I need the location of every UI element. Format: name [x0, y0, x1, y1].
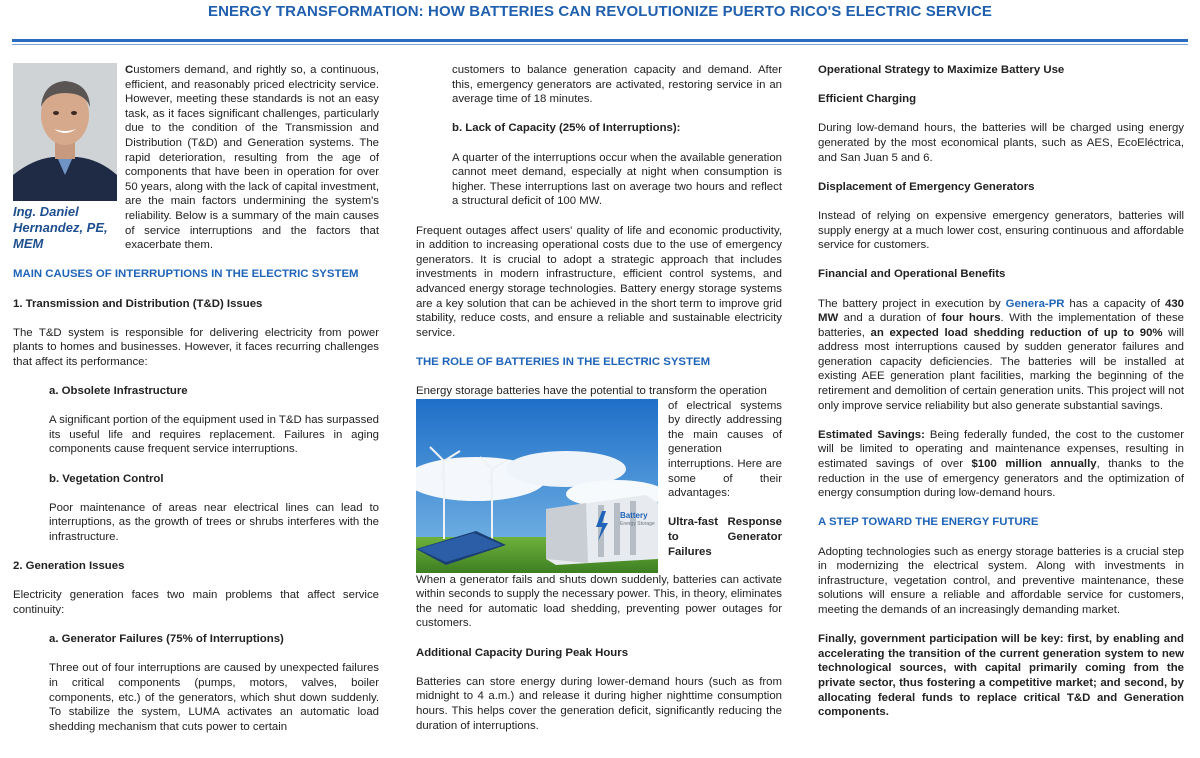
paragraph-role-line: Energy storage batteries have the potential to transform the operation [416, 385, 767, 398]
paragraph-peak-hours: Batteries can store energy during lower-demand hours (such as from midnight to 4 a.m.) and release it during higher nighttime consumption hours. This helps cover the generation deficit, significantly reducing the duration of interruptions. [416, 675, 782, 732]
benefits-capacity: 430 MW [818, 297, 1184, 325]
paragraph-frequent-outages: Frequent outages affect users' quality of life and economic productivity, in addition to increasing operational costs due to the use of emergency generators. It is crucial to adopt a strategic approach that includes investments in modern infrastructure, efficient control systems, and advanced energy storage technologies. Battery energy storage systems are a key solution that can be achieved in the short term to improve grid stability, reduce costs, and ensure a reliable and sustainable electricity service. [416, 224, 782, 339]
benefits-text-f: . With the implementation of these batteries, [818, 312, 1184, 339]
subheading-displacement: Displacement of Emergency Generators [818, 180, 1035, 193]
subheading-efficient-charging: Efficient Charging [818, 93, 917, 106]
benefits-reduction: an expected load shedding reduction of up to 90% [870, 326, 1163, 339]
intro-paragraph [125, 63, 379, 253]
paragraph-final: Finally, government participation will be key: first, by enabling and accelerating the transition of the current generation system to new technological sources, with capital primarily coming from the private sector, thus fostering a competitive market; and second, by allocating federal funds to replace critical T&D and Generation components. [818, 633, 1184, 719]
intro-first-letter: C [125, 64, 134, 76]
genera-pr-link[interactable]: Genera-PR [1005, 297, 1065, 310]
section-heading-role-batteries: THE ROLE OF BATTERIES IN THE ELECTRIC SYSTEM [416, 355, 711, 368]
paragraph-obsolete: A significant portion of the equipment used in T&D has surpassed its useful life and requires replacement. Failures in aging components cause frequent service interruptions. [49, 414, 379, 456]
paragraph-generator-failures: Three out of four interruptions are caused by unexpected failures in critical components (pumps, motors, valves, boiler components, etc.) of the generators, which shut down suddenly. To stabilize the system, LUMA activates an automatic load shedding mechanism that cuts power to certain [49, 662, 379, 733]
battery-figure-block [416, 399, 782, 573]
battery-storage-image [416, 399, 658, 573]
battery-label: Battery [620, 510, 648, 520]
subheading-benefits: Financial and Operational Benefits [818, 268, 1006, 281]
paragraph-ultrafast: When a generator fails and shuts down suddenly, batteries can activate within seconds to supply the necessary power. This, in theory, eliminates the need for automatic load shedding, preventing power outages for customers. [416, 573, 782, 630]
benefits-text-h: will address most interruptions caused by sudden generator failures and generation capacity deficiencies. The batteries will be installed at existing AEE generation plant facilities, marking the beginning of the retirement and demolition of certain generation units. This project will not only improve service reliability but also generate substantial savings. [818, 326, 1184, 412]
benefits-text-a: The battery project in execution by [818, 297, 1006, 310]
author-name: Ing. Daniel Hernandez, PE, MEM [13, 204, 108, 251]
paragraph-lack-capacity: A quarter of the interruptions occur when the available generation cannot meet demand, especially at night when consumption is higher. These interruptions last on average two hours and reflect a structural deficit of 100 MW. [452, 151, 782, 208]
subheading-lack-capacity: b. Lack of Capacity (25% of Interruptions): [452, 122, 681, 135]
savings-text-c: , thanks to the reduction in the use of emergency generators and the optimization of energy consumption during low-demand hours. [818, 458, 1184, 500]
paragraph-generation: Electricity generation faces two main problems that affect service continuity: [13, 589, 379, 616]
paragraph-displacement: Instead of relying on expensive emergency generators, batteries will supply energy at a much lower cost, ensuring continuous and affordable service for customers. [818, 209, 1184, 252]
subheading-generation: 2. Generation Issues [13, 560, 125, 573]
title-rule [12, 39, 1188, 42]
paragraph-energy-future: Adopting technologies such as energy storage batteries is a crucial step in modernizing the electrical system. Along with investments in infrastructure, vegetation control, and preventive maintenance, these solutions will ensure a reliable and affordable service for customers, meeting the demands of an increasingly demanding market. [818, 545, 1184, 616]
subheading-generator-failures: a. Generator Failures (75% of Interruptions) [49, 633, 284, 646]
paragraph-role-side: of electrical systems by directly addressing the main causes of generation interruptions. Here are some of their advantages: [668, 399, 782, 500]
subheading-obsolete: a. Obsolete Infrastructure [49, 385, 188, 398]
benefits-text-d: and a duration of [838, 312, 942, 325]
subheading-peak-hours: Additional Capacity During Peak Hours [416, 646, 629, 659]
savings-label: Estimated Savings: [818, 428, 925, 441]
paragraph-efficient-charging: During low-demand hours, the batteries will be charged using energy generated by the most economical plants, such as AES, EcoEléctrica, and San Juan 5 and 6. [818, 122, 1184, 164]
benefits-duration: four hours [941, 312, 1001, 325]
column-1 [13, 63, 379, 749]
author-block [13, 63, 379, 253]
paragraph-continued: customers to balance generation capacity and demand. After this, emergency generators are activated, restoring service in an average time of 18 minutes. [452, 64, 782, 106]
subheading-strategy: Operational Strategy to Maximize Battery Use [818, 64, 1065, 76]
battery-sublabel: Energy Storage [620, 520, 655, 527]
savings-text-a: Being federally funded, the cost to the customer will be limited to operating and maintenance expenses, resulting in estimated savings of over [818, 428, 1184, 471]
section-heading-energy-future: A STEP TOWARD THE ENERGY FUTURE [818, 516, 1039, 529]
subheading-ultrafast: Ultra-fast Response to Generator Failures [668, 516, 782, 558]
column-2 [416, 63, 782, 748]
column-3 [818, 63, 1184, 734]
subheading-vegetation: b. Vegetation Control [49, 472, 164, 485]
benefits-text-b: has a capacity of [1064, 297, 1165, 310]
article-title: ENERGY TRANSFORMATION: HOW BATTERIES CAN REVOLUTIONIZE PUERTO RICO'S ELECTRIC SERVICE [207, 3, 993, 20]
author-photo [13, 63, 117, 201]
author-info [13, 63, 117, 253]
savings-amount: $100 million annually [971, 458, 1097, 471]
battery-side-text [668, 399, 782, 573]
intro-text: ustomers demand, and rightly so, a continuous, efficient, and reasonably priced electricity service. However, meeting these standards is not an easy task, as it faces significant challenges, particularly due to the condition of the Transmission and Distribution (T&D) and Generation systems. The rapid deterioration, resulting from the age of components that have been in operation for over 50 years, along with the lack of capital investment, are the main factors undermining the system's reliability. Below is a summary of the main causes of service interruptions and the factors that exacerbate them. [125, 64, 379, 252]
paragraph-savings [818, 428, 1184, 501]
section-heading-main-causes: MAIN CAUSES OF INTERRUPTIONS IN THE ELECTRIC SYSTEM [13, 268, 359, 281]
paragraph-td: The T&D system is responsible for delivering electricity from power plants to homes and businesses. However, it faces recurring challenges that affect its performance: [13, 326, 379, 368]
paragraph-benefits [818, 297, 1184, 414]
subheading-td-issues: 1. Transmission and Distribution (T&D) Issues [13, 297, 263, 310]
title-rule-thin [12, 44, 1188, 45]
paragraph-vegetation: Poor maintenance of areas near electrical lines can lead to interruptions, as the growth of trees or shrubs interferes with the infrastructure. [49, 501, 379, 543]
